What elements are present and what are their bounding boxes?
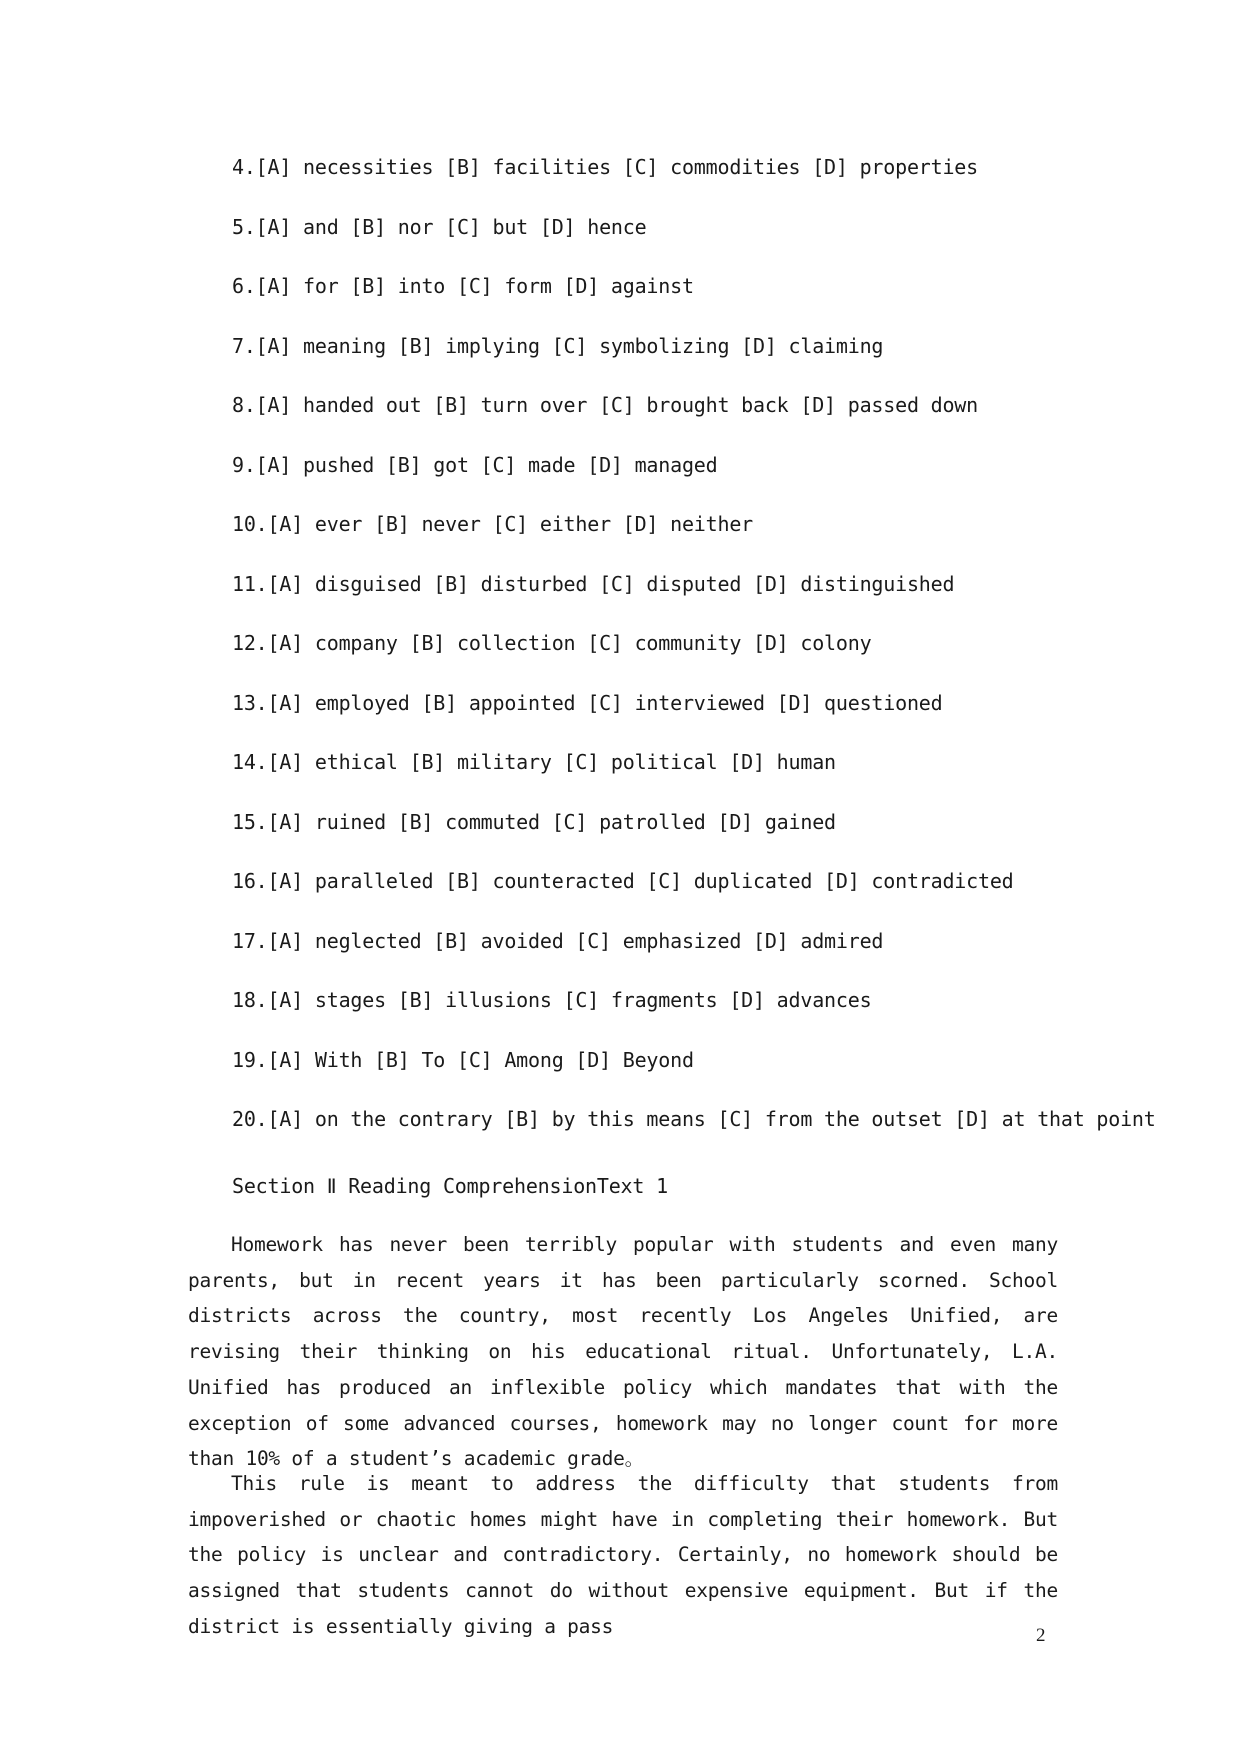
paragraph-2: This rule is meant to address the difficulty that students from impoverished or chaotic homes might have in completing their homework. But the policy is unclear and contradictory. Certainly, no homework should be assigned that students cannot do without expensive equipment. But if the district is essentially giving a pass bbox=[188, 1472, 1058, 1638]
option-line-12: 12.[A] company [B] collection [C] community [D] colony bbox=[232, 631, 872, 655]
option-line-16: 16.[A] paralleled [B] counteracted [C] duplicated [D] contradicted bbox=[232, 869, 1014, 893]
option-line-13: 13.[A] employed [B] appointed [C] interviewed [D] questioned bbox=[232, 690, 943, 715]
page-number: 2 bbox=[1036, 1625, 1046, 1646]
option-line-4: 4.[A] necessities [B] facilities [C] commodities [D] properties bbox=[232, 155, 978, 179]
option-line-5: 5.[A] and [B] nor [C] but [D] hence bbox=[232, 214, 647, 239]
paragraph-1: Homework has never been terribly popular with students and even many parents, but in recent years it has been particularly scorned. School districts across the country, most recently Los Angeles Unified, are revising their thinking on his educational ritual. Unfortunately, L.A. Unified has produced an inflexible policy which mandates that with the exception of some advanced courses, homework may no longer count for more than 10% of a student’s academic grade。 bbox=[188, 1233, 1058, 1471]
option-line-19: 19.[A] With [B] To [C] Among [D] Beyond bbox=[232, 1047, 694, 1072]
option-line-18: 18.[A] stages [B] illusions [C] fragments [D] advances bbox=[232, 988, 872, 1012]
option-line-17: 17.[A] neglected [B] avoided [C] emphasized [D] admired bbox=[232, 928, 884, 953]
option-line-14: 14.[A] ethical [B] military [C] political [D] human bbox=[232, 750, 836, 774]
option-line-7: 7.[A] meaning [B] implying [C] symbolizing [D] claiming bbox=[232, 333, 884, 358]
option-line-6: 6.[A] for [B] into [C] form [D] against bbox=[232, 274, 694, 298]
option-line-20: 20.[A] on the contrary [B] by this means [C] from the outset [D] at that point bbox=[232, 1107, 1156, 1131]
option-line-10: 10.[A] ever [B] never [C] either [D] neither bbox=[232, 512, 754, 536]
section-heading: Section Ⅱ Reading ComprehensionText 1 bbox=[232, 1174, 668, 1198]
answer-options-list bbox=[232, 154, 1156, 1166]
option-line-11: 11.[A] disguised [B] disturbed [C] disputed [D] distinguished bbox=[232, 571, 955, 596]
option-line-15: 15.[A] ruined [B] commuted [C] patrolled [D] gained bbox=[232, 809, 836, 834]
option-line-8: 8.[A] handed out [B] turn over [C] brought back [D] passed down bbox=[232, 393, 978, 417]
option-line-9: 9.[A] pushed [B] got [C] made [D] managed bbox=[232, 452, 718, 477]
